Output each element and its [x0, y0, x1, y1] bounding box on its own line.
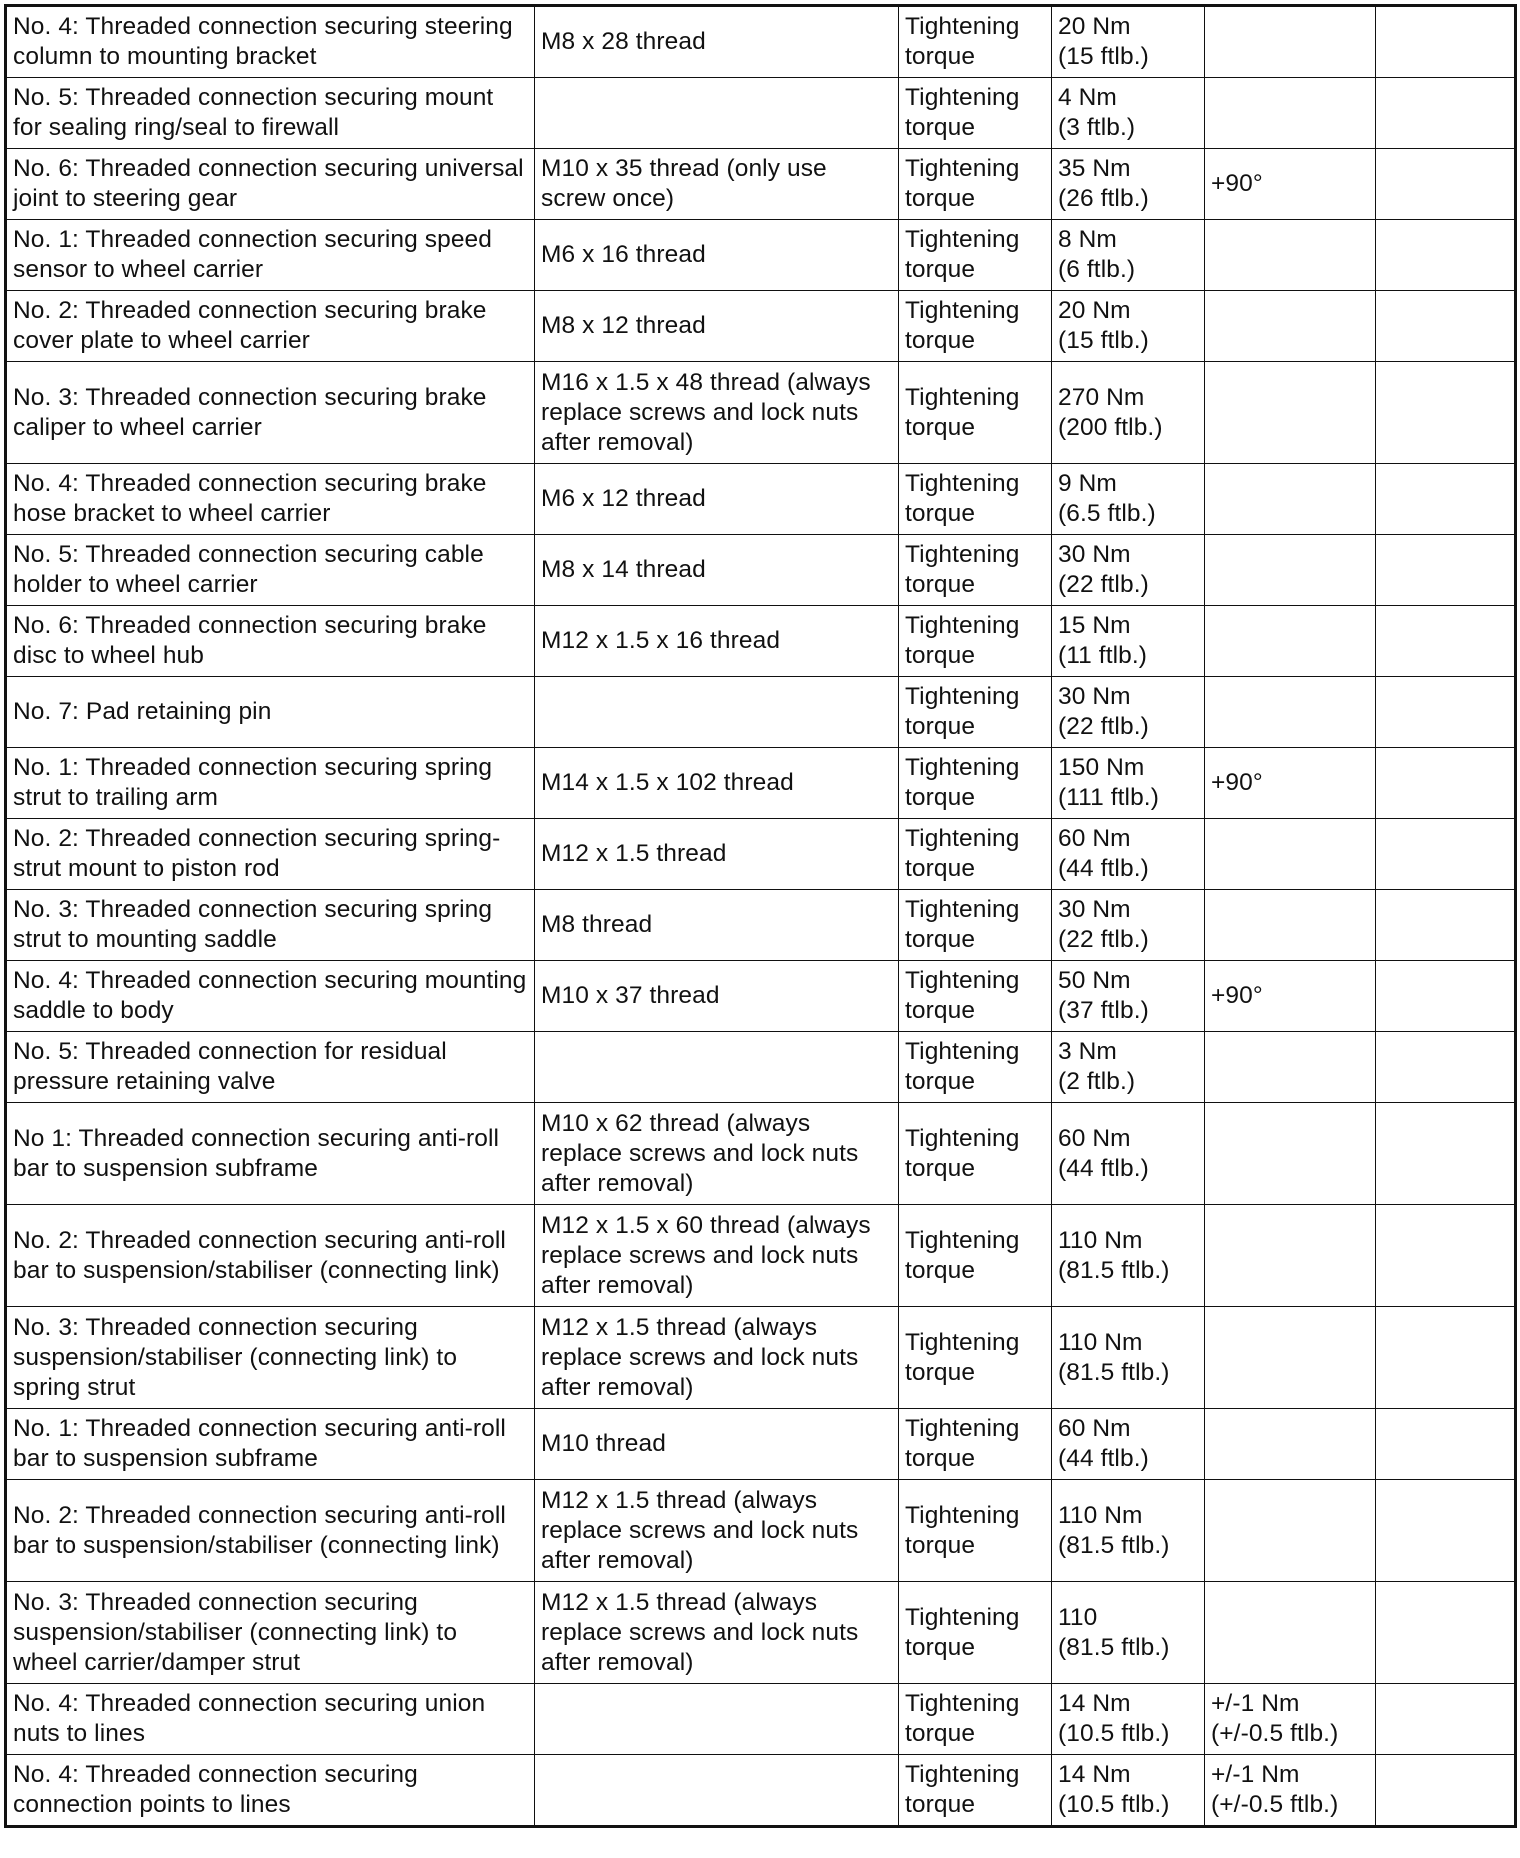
torque-type-cell: Tightening torque: [899, 819, 1052, 890]
empty-cell: [1376, 1103, 1516, 1205]
torque-ftlb: (44 ftlb.): [1058, 855, 1149, 882]
thread-spec-cell: M12 x 1.5 x 60 thread (always replace screws and lock nuts after removal): [535, 1205, 899, 1307]
torque-type-cell: Tightening torque: [899, 1205, 1052, 1307]
torque-nm: 20 Nm: [1058, 13, 1131, 40]
description-cell: No. 2: Threaded connection securing anti-roll bar to suspension/stabiliser (connecting link): [6, 1205, 535, 1307]
torque-ftlb: (81.5 ftlb.): [1058, 1531, 1170, 1559]
description-cell: No. 4: Threaded connection securing union nuts to lines: [6, 1684, 535, 1755]
thread-spec-cell: [535, 1755, 899, 1827]
thread-spec-cell: M16 x 1.5 x 48 thread (always replace screws and lock nuts after removal): [535, 362, 899, 464]
empty-cell: [1376, 748, 1516, 819]
table-row: [6, 677, 1516, 748]
additional-turn-cell: +90°: [1205, 748, 1376, 819]
empty-cell: [1376, 1755, 1516, 1827]
torque-value-cell: [1052, 1480, 1205, 1582]
additional-turn-cell: +/-1 Nm (+/-0.5 ftlb.): [1205, 1755, 1376, 1827]
torque-ftlb: (81.5 ftlb.): [1058, 1633, 1170, 1661]
table-row: [6, 78, 1516, 149]
table-row: [6, 819, 1516, 890]
torque-type-cell: Tightening torque: [899, 464, 1052, 535]
additional-turn-cell: [1205, 291, 1376, 362]
thread-spec-cell: M14 x 1.5 x 102 thread: [535, 748, 899, 819]
table-row: [6, 1307, 1516, 1409]
description-cell: No. 2: Threaded connection securing anti-roll bar to suspension/stabiliser (connecting link): [6, 1480, 535, 1582]
torque-table-body: [6, 6, 1516, 1827]
additional-turn-cell: [1205, 1205, 1376, 1307]
torque-ftlb: (37 ftlb.): [1058, 997, 1149, 1024]
additional-turn-cell: [1205, 362, 1376, 464]
torque-type-cell: Tightening torque: [899, 149, 1052, 220]
additional-turn-cell: [1205, 6, 1376, 78]
torque-type-cell: Tightening torque: [899, 6, 1052, 78]
torque-nm: 60 Nm: [1058, 1415, 1131, 1442]
torque-value-cell: [1052, 1103, 1205, 1205]
torque-ftlb: (81.5 ftlb.): [1058, 1256, 1170, 1284]
description-cell: No. 3: Threaded connection securing suspension/stabiliser (connecting link) to wheel carrier/damper strut: [6, 1582, 535, 1684]
thread-spec-cell: M8 x 14 thread: [535, 535, 899, 606]
torque-nm: 4 Nm: [1058, 84, 1117, 111]
torque-ftlb: (111 ftlb.): [1058, 784, 1159, 811]
thread-spec-cell: [535, 1032, 899, 1103]
torque-type-cell: Tightening torque: [899, 1103, 1052, 1205]
table-row: [6, 1205, 1516, 1307]
table-row: [6, 464, 1516, 535]
torque-ftlb: (44 ftlb.): [1058, 1154, 1149, 1182]
table-row: [6, 535, 1516, 606]
torque-type-cell: Tightening torque: [899, 220, 1052, 291]
torque-ftlb: (6 ftlb.): [1058, 256, 1136, 283]
description-cell: No. 1: Threaded connection securing anti-roll bar to suspension subframe: [6, 1409, 535, 1480]
torque-value-cell: [1052, 1684, 1205, 1755]
torque-value-cell: [1052, 819, 1205, 890]
thread-spec-cell: [535, 677, 899, 748]
description-cell: No. 2: Threaded connection securing brake cover plate to wheel carrier: [6, 291, 535, 362]
torque-type-cell: Tightening torque: [899, 748, 1052, 819]
torque-ftlb: (10.5 ftlb.): [1058, 1791, 1170, 1818]
torque-type-cell: Tightening torque: [899, 1307, 1052, 1409]
table-row: [6, 1755, 1516, 1827]
table-row: [6, 149, 1516, 220]
empty-cell: [1376, 149, 1516, 220]
table-row: [6, 362, 1516, 464]
additional-turn-cell: [1205, 78, 1376, 149]
thread-spec-cell: M12 x 1.5 thread (always replace screws and lock nuts after removal): [535, 1480, 899, 1582]
table-row: [6, 606, 1516, 677]
torque-value-cell: [1052, 890, 1205, 961]
description-cell: No. 1: Threaded connection securing speed sensor to wheel carrier: [6, 220, 535, 291]
description-cell: No. 7: Pad retaining pin: [6, 677, 535, 748]
thread-spec-cell: M6 x 12 thread: [535, 464, 899, 535]
description-cell: No. 2: Threaded connection securing spring-strut mount to piston rod: [6, 819, 535, 890]
empty-cell: [1376, 6, 1516, 78]
torque-value-cell: [1052, 6, 1205, 78]
thread-spec-cell: M8 thread: [535, 890, 899, 961]
thread-spec-cell: [535, 78, 899, 149]
additional-turn-cell: [1205, 1480, 1376, 1582]
torque-ftlb: (22 ftlb.): [1058, 571, 1149, 598]
empty-cell: [1376, 1205, 1516, 1307]
torque-ftlb: (11 ftlb.): [1058, 642, 1148, 669]
additional-turn-cell: [1205, 464, 1376, 535]
additional-turn-cell: [1205, 1032, 1376, 1103]
torque-value-cell: [1052, 78, 1205, 149]
table-row: [6, 220, 1516, 291]
table-row: [6, 961, 1516, 1032]
empty-cell: [1376, 291, 1516, 362]
additional-turn-cell: [1205, 819, 1376, 890]
torque-nm: 270 Nm: [1058, 383, 1145, 411]
additional-turn-cell: [1205, 1582, 1376, 1684]
torque-ftlb: (22 ftlb.): [1058, 926, 1149, 953]
torque-ftlb: (2 ftlb.): [1058, 1068, 1136, 1095]
torque-ftlb: (15 ftlb.): [1058, 327, 1149, 354]
torque-type-cell: Tightening torque: [899, 606, 1052, 677]
torque-nm: 110: [1058, 1603, 1098, 1631]
additional-turn-cell: +/-1 Nm (+/-0.5 ftlb.): [1205, 1684, 1376, 1755]
description-cell: No. 3: Threaded connection securing suspension/stabiliser (connecting link) to spring strut: [6, 1307, 535, 1409]
description-cell: No. 6: Threaded connection securing universal joint to steering gear: [6, 149, 535, 220]
table-row: [6, 1480, 1516, 1582]
additional-turn-cell: [1205, 1103, 1376, 1205]
torque-ftlb: (3 ftlb.): [1058, 114, 1136, 141]
torque-value-cell: [1052, 748, 1205, 819]
additional-turn-cell: [1205, 890, 1376, 961]
torque-ftlb: (6.5 ftlb.): [1058, 500, 1156, 527]
torque-type-cell: Tightening torque: [899, 1755, 1052, 1827]
torque-ftlb: (44 ftlb.): [1058, 1445, 1149, 1472]
torque-type-cell: Tightening torque: [899, 961, 1052, 1032]
torque-type-cell: Tightening torque: [899, 78, 1052, 149]
description-cell: No. 4: Threaded connection securing brake hose bracket to wheel carrier: [6, 464, 535, 535]
torque-type-cell: Tightening torque: [899, 362, 1052, 464]
table-row: [6, 1032, 1516, 1103]
thread-spec-cell: M10 thread: [535, 1409, 899, 1480]
torque-ftlb: (200 ftlb.): [1058, 413, 1163, 441]
empty-cell: [1376, 1582, 1516, 1684]
thread-spec-cell: M8 x 28 thread: [535, 6, 899, 78]
thread-spec-cell: M8 x 12 thread: [535, 291, 899, 362]
description-cell: No 1: Threaded connection securing anti-roll bar to suspension subframe: [6, 1103, 535, 1205]
table-row: [6, 6, 1516, 78]
torque-table: [4, 4, 1517, 1828]
torque-type-cell: Tightening torque: [899, 535, 1052, 606]
torque-nm: 60 Nm: [1058, 1124, 1131, 1152]
torque-nm: 110 Nm: [1058, 1501, 1143, 1529]
torque-nm: 150 Nm: [1058, 754, 1145, 781]
thread-spec-cell: M10 x 62 thread (always replace screws and lock nuts after removal): [535, 1103, 899, 1205]
empty-cell: [1376, 362, 1516, 464]
torque-ftlb: (10.5 ftlb.): [1058, 1720, 1170, 1747]
torque-type-cell: Tightening torque: [899, 677, 1052, 748]
table-row: [6, 291, 1516, 362]
empty-cell: [1376, 606, 1516, 677]
empty-cell: [1376, 961, 1516, 1032]
torque-type-cell: Tightening torque: [899, 1684, 1052, 1755]
torque-ftlb: (15 ftlb.): [1058, 43, 1149, 70]
torque-nm: 8 Nm: [1058, 226, 1117, 253]
table-row: [6, 1684, 1516, 1755]
table-row: [6, 748, 1516, 819]
additional-turn-cell: [1205, 1409, 1376, 1480]
torque-value-cell: [1052, 1582, 1205, 1684]
empty-cell: [1376, 1480, 1516, 1582]
table-row: [6, 1582, 1516, 1684]
thread-spec-cell: M12 x 1.5 thread (always replace screws and lock nuts after removal): [535, 1307, 899, 1409]
empty-cell: [1376, 220, 1516, 291]
torque-value-cell: [1052, 1409, 1205, 1480]
torque-value-cell: [1052, 1205, 1205, 1307]
torque-nm: 14 Nm: [1058, 1761, 1131, 1788]
torque-nm: 35 Nm: [1058, 155, 1131, 182]
empty-cell: [1376, 535, 1516, 606]
empty-cell: [1376, 1032, 1516, 1103]
torque-type-cell: Tightening torque: [899, 1032, 1052, 1103]
description-cell: No. 5: Threaded connection securing cable holder to wheel carrier: [6, 535, 535, 606]
empty-cell: [1376, 78, 1516, 149]
additional-turn-cell: [1205, 1307, 1376, 1409]
thread-spec-cell: M10 x 35 thread (only use screw once): [535, 149, 899, 220]
torque-type-cell: Tightening torque: [899, 1480, 1052, 1582]
torque-value-cell: [1052, 362, 1205, 464]
thread-spec-cell: M6 x 16 thread: [535, 220, 899, 291]
torque-nm: 50 Nm: [1058, 967, 1131, 994]
torque-value-cell: [1052, 1032, 1205, 1103]
torque-ftlb: (22 ftlb.): [1058, 713, 1149, 740]
thread-spec-cell: M12 x 1.5 x 16 thread: [535, 606, 899, 677]
torque-type-cell: Tightening torque: [899, 890, 1052, 961]
torque-nm: 30 Nm: [1058, 683, 1131, 710]
torque-nm: 110 Nm: [1058, 1328, 1143, 1356]
torque-nm: 20 Nm: [1058, 297, 1131, 324]
additional-turn-cell: [1205, 606, 1376, 677]
torque-nm: 9 Nm: [1058, 470, 1117, 497]
additional-turn-cell: [1205, 677, 1376, 748]
description-cell: No. 4: Threaded connection securing connection points to lines: [6, 1755, 535, 1827]
table-row: [6, 890, 1516, 961]
empty-cell: [1376, 1307, 1516, 1409]
additional-turn-cell: [1205, 535, 1376, 606]
torque-nm: 14 Nm: [1058, 1690, 1131, 1717]
torque-type-cell: Tightening torque: [899, 1582, 1052, 1684]
thread-spec-cell: M10 x 37 thread: [535, 961, 899, 1032]
thread-spec-cell: M12 x 1.5 thread (always replace screws and lock nuts after removal): [535, 1582, 899, 1684]
description-cell: No. 5: Threaded connection for residual pressure retaining valve: [6, 1032, 535, 1103]
torque-value-cell: [1052, 677, 1205, 748]
torque-value-cell: [1052, 149, 1205, 220]
torque-nm: 3 Nm: [1058, 1038, 1117, 1065]
torque-nm: 15 Nm: [1058, 612, 1131, 639]
torque-ftlb: (26 ftlb.): [1058, 185, 1149, 212]
empty-cell: [1376, 1409, 1516, 1480]
torque-nm: 60 Nm: [1058, 825, 1131, 852]
torque-nm: 110 Nm: [1058, 1226, 1143, 1254]
torque-value-cell: [1052, 464, 1205, 535]
description-cell: No. 4: Threaded connection securing steering column to mounting bracket: [6, 6, 535, 78]
description-cell: No. 4: Threaded connection securing mounting saddle to body: [6, 961, 535, 1032]
description-cell: No. 3: Threaded connection securing spring strut to mounting saddle: [6, 890, 535, 961]
table-row: [6, 1409, 1516, 1480]
torque-value-cell: [1052, 961, 1205, 1032]
empty-cell: [1376, 890, 1516, 961]
torque-nm: 30 Nm: [1058, 896, 1131, 923]
torque-type-cell: Tightening torque: [899, 291, 1052, 362]
description-cell: No. 6: Threaded connection securing brake disc to wheel hub: [6, 606, 535, 677]
empty-cell: [1376, 464, 1516, 535]
description-cell: No. 1: Threaded connection securing spring strut to trailing arm: [6, 748, 535, 819]
torque-type-cell: Tightening torque: [899, 1409, 1052, 1480]
table-row: [6, 1103, 1516, 1205]
torque-value-cell: [1052, 606, 1205, 677]
thread-spec-cell: M12 x 1.5 thread: [535, 819, 899, 890]
empty-cell: [1376, 819, 1516, 890]
thread-spec-cell: [535, 1684, 899, 1755]
torque-value-cell: [1052, 291, 1205, 362]
additional-turn-cell: [1205, 220, 1376, 291]
torque-value-cell: [1052, 1755, 1205, 1827]
torque-value-cell: [1052, 535, 1205, 606]
description-cell: No. 5: Threaded connection securing mount for sealing ring/seal to firewall: [6, 78, 535, 149]
torque-value-cell: [1052, 220, 1205, 291]
torque-value-cell: [1052, 1307, 1205, 1409]
additional-turn-cell: +90°: [1205, 961, 1376, 1032]
description-cell: No. 3: Threaded connection securing brake caliper to wheel carrier: [6, 362, 535, 464]
torque-nm: 30 Nm: [1058, 541, 1131, 568]
torque-spec-sheet: [4, 4, 1514, 1828]
empty-cell: [1376, 677, 1516, 748]
additional-turn-cell: +90°: [1205, 149, 1376, 220]
torque-ftlb: (81.5 ftlb.): [1058, 1358, 1170, 1386]
empty-cell: [1376, 1684, 1516, 1755]
